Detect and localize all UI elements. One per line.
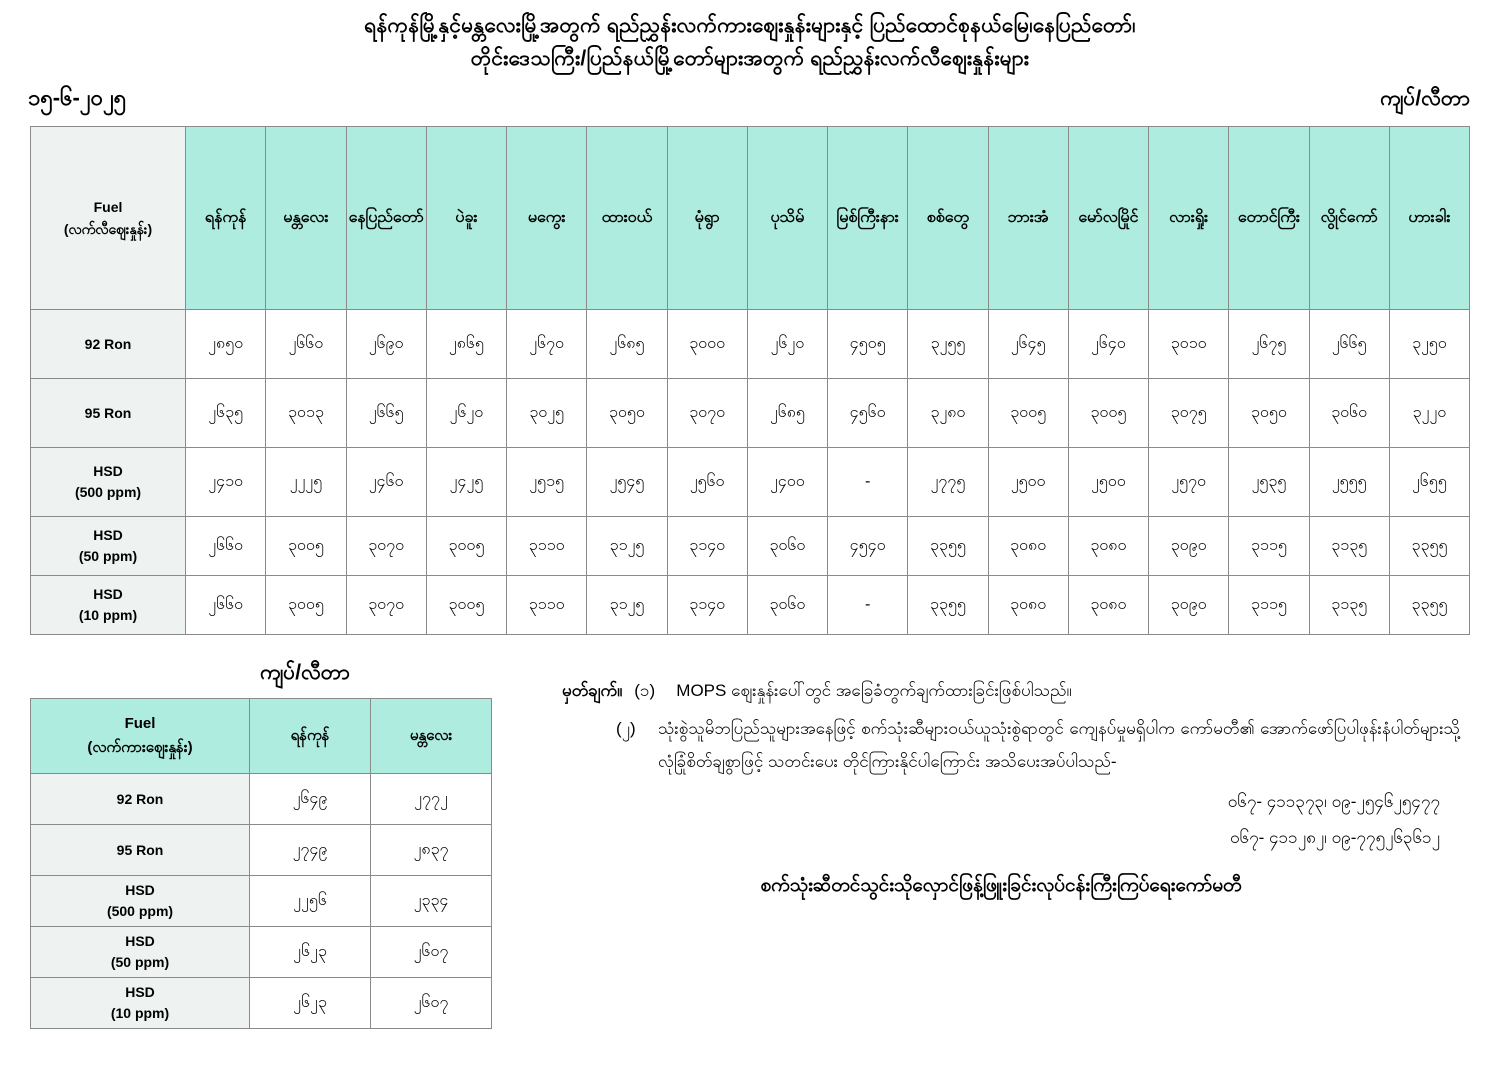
cell-3-15: ၃၃၅၅ <box>1389 517 1469 576</box>
cell-3-13: ၃၁၁၅ <box>1229 517 1309 576</box>
cell-1-5: ၃၀၅၀ <box>587 379 667 448</box>
table-row <box>31 448 1470 517</box>
cell-4-11: ၃၀၈၀ <box>1068 576 1148 635</box>
row-header-fuel-3 <box>31 517 186 576</box>
column-header-city-13: တောင်ကြီး <box>1229 127 1309 310</box>
cell-0-8: ၄၅၀၅ <box>828 310 908 379</box>
cell-4-14: ၃၁၃၅ <box>1309 576 1389 635</box>
cell-4-2: ၃၀၇၀ <box>346 576 426 635</box>
cell-2-3: ၂၄၂၅ <box>426 448 506 517</box>
cell-1-8: ၄၅၆၀ <box>828 379 908 448</box>
row-header-fuel-1 <box>31 379 186 448</box>
cell-1-3: ၂၆၂၀ <box>426 379 506 448</box>
row-label-0: 92 Ron <box>84 335 132 352</box>
table-header-row <box>31 699 492 774</box>
note-number-1: (၁) <box>634 681 656 701</box>
row-header-fuel-2 <box>31 448 186 517</box>
wholesale-section <box>0 653 520 1029</box>
announcement-date: ၁၅-၆-၂၀၂၅ <box>28 85 127 111</box>
cell-3-12: ၃၀၉၀ <box>1149 517 1229 576</box>
column-header-city-3: ပဲခူး <box>426 127 506 310</box>
wholesale-row-header-0 <box>31 774 250 825</box>
cell-0-1: ၂၆၆၀ <box>266 310 346 379</box>
note-item-2 <box>562 713 1460 778</box>
fuel-header-sublabel: (လက်လီဈေးနှုန်း) <box>63 221 153 238</box>
document-title <box>0 0 1500 75</box>
column-header-city-14: လွိုင်ကော် <box>1309 127 1389 310</box>
cell-0-7: ၂၆၂၀ <box>747 310 827 379</box>
cell-2-4: ၂၅၁၅ <box>507 448 587 517</box>
cell-4-10: ၃၀၈၀ <box>988 576 1068 635</box>
cell-3-7: ၃၀၆၀ <box>747 517 827 576</box>
cell-0-3: ၂၈၆၅ <box>426 310 506 379</box>
title-line-1: ရန်ကုန်မြို့နှင့်မန္တလေးမြို့အတွက် ရည်ညွှန်းလက်ကားဈေးနှုန်းများနှင့် ပြည်ထောင်စုနယ်မြေ၊နေပြည်တော်၊ <box>364 14 1136 37</box>
lower-section <box>0 653 1500 1029</box>
row-header-fuel-0 <box>31 310 186 379</box>
column-header-city-7: ပုသိမ် <box>747 127 827 310</box>
cell-1-10: ၃၀၀၅ <box>988 379 1068 448</box>
wholesale-row-label-1: 95 Ron <box>116 841 164 858</box>
cell-2-11: ၂၅၀၀ <box>1068 448 1148 517</box>
table-row <box>31 774 492 825</box>
cell-4-5: ၃၁၂၅ <box>587 576 667 635</box>
cell-4-4: ၃၁၁၀ <box>507 576 587 635</box>
wholesale-row-label-0: 92 Ron <box>116 790 164 807</box>
notes-label: မှတ်ချက်။ <box>562 681 623 701</box>
cell-3-6: ၃၁၄၀ <box>667 517 747 576</box>
cell-2-5: ၂၅၄၅ <box>587 448 667 517</box>
cell-1-11: ၃၀၀၅ <box>1068 379 1148 448</box>
retail-price-table-body <box>31 310 1470 635</box>
table-header-row <box>31 127 1470 310</box>
row-header-fuel-4 <box>31 576 186 635</box>
cell-1-0: ၂၆၃၅ <box>186 379 266 448</box>
cell-1-4: ၃၀၂၅ <box>507 379 587 448</box>
row-label-2: HSD <box>93 463 123 480</box>
cell-2-8: - <box>828 448 908 517</box>
cell-4-9: ၃၃၅၅ <box>908 576 988 635</box>
cell-4-1: ၃၀၀၅ <box>266 576 346 635</box>
cell-3-11: ၃၀၈၀ <box>1068 517 1148 576</box>
unit-label-small-table: ကျပ်/လီတာ <box>260 661 350 685</box>
row-label-1: 95 Ron <box>84 404 132 421</box>
column-header-city-1: မန္တလေး <box>266 127 346 310</box>
cell-1-9: ၃၂၈၀ <box>908 379 988 448</box>
cell-0-5: ၂၆၈၅ <box>587 310 667 379</box>
cell-2-15: ၂၆၅၅ <box>1389 448 1469 517</box>
cell-1-2: ၂၆၆၅ <box>346 379 426 448</box>
cell-0-11: ၂၆၄၀ <box>1068 310 1148 379</box>
cell-4-0: ၂၆၆၀ <box>186 576 266 635</box>
cell-0-6: ၃၀၀၀ <box>667 310 747 379</box>
cell-0-13: ၂၆၇၅ <box>1229 310 1309 379</box>
cell-4-15: ၃၃၅၅ <box>1389 576 1469 635</box>
note-text-2: သုံးစွဲသူမိဘပြည်သူများအနေဖြင့် စက်သုံးဆီများဝယ်ယူသုံးစွဲရာတွင် ကျေနပ်မှုမရှိပါက ကော်မတီ၏ အောက်ဖော်ပြပါဖုန်းနံပါတ်များသို့ လုံခြုံစိတ်ချစွာဖြင့် သတင်းပေး တိုင်ကြားနိုင်ပါကြောင်း အသိပေးအပ်ပါသည်- <box>658 719 1460 771</box>
meta-row <box>0 75 1500 116</box>
fuel-header-sublabel-2: (လက်ကားဈေးနှုန်း) <box>87 739 193 757</box>
cell-2-12: ၂၅၇၀ <box>1149 448 1229 517</box>
wholesale-row-label-3: HSD <box>125 933 155 950</box>
wholesale-cell-4-0: ၂၆၂၃ <box>250 978 371 1029</box>
issuing-committee-footer: စက်သုံးဆီတင်သွင်းသိုလှောင်ဖြန့်ဖြူးခြင်းလုပ်ငန်းကြီးကြပ်ရေးကော်မတီ <box>760 875 1242 897</box>
cell-2-2: ၂၄၆၀ <box>346 448 426 517</box>
cell-3-14: ၃၁၃၅ <box>1309 517 1389 576</box>
table-row <box>31 576 1470 635</box>
cell-2-13: ၂၅၃၅ <box>1229 448 1309 517</box>
row-label-3: HSD <box>93 527 123 544</box>
cell-3-8: ၄၅၄၀ <box>828 517 908 576</box>
retail-price-table-head <box>31 127 1470 310</box>
table-row <box>31 379 1470 448</box>
cell-1-12: ၃၀၇၅ <box>1149 379 1229 448</box>
wholesale-row-header-3 <box>31 927 250 978</box>
wholesale-row-label-4: HSD <box>125 984 155 1001</box>
cell-4-7: ၃၀၆၀ <box>747 576 827 635</box>
cell-0-14: ၂၆၆၅ <box>1309 310 1389 379</box>
wholesale-price-table-body <box>31 774 492 1029</box>
cell-0-2: ၂၆၉၀ <box>346 310 426 379</box>
wholesale-row-header-1 <box>31 825 250 876</box>
wholesale-cell-3-1: ၂၆၀၇ <box>371 927 492 978</box>
wholesale-row-header-4 <box>31 978 250 1029</box>
cell-3-3: ၃၀၀၅ <box>426 517 506 576</box>
wholesale-cell-1-0: ၂၇၄၉ <box>250 825 371 876</box>
cell-1-13: ၃၀၅၀ <box>1229 379 1309 448</box>
column-header-city-0: ရန်ကုန် <box>186 127 266 310</box>
cell-2-0: ၂၄၁၀ <box>186 448 266 517</box>
column-header-city-8: မြစ်ကြီးနား <box>828 127 908 310</box>
fuel-header-label-2: Fuel <box>124 715 156 733</box>
cell-3-2: ၃၀၇၀ <box>346 517 426 576</box>
wholesale-row-label-2: HSD <box>125 882 155 899</box>
cell-0-0: ၂၈၅၀ <box>186 310 266 379</box>
wholesale-cell-1-1: ၂၈၃၇ <box>371 825 492 876</box>
unit-label: ကျပ်/လီတာ <box>1380 87 1470 111</box>
cell-0-12: ၃၀၁၀ <box>1149 310 1229 379</box>
column-header-city-9: စစ်တွေ <box>908 127 988 310</box>
note-text-1: MOPS ဈေးနှုန်းပေါ်တွင် အခြေခံတွက်ချက်ထားခြင်းဖြစ်ပါသည်။ <box>676 681 1072 701</box>
wholesale-cell-0-0: ၂၆၄၉ <box>250 774 371 825</box>
wholesale-price-table <box>30 698 492 1029</box>
column-header-city-15: ဟားခါး <box>1389 127 1469 310</box>
wholesale-cell-2-1: ၂၃၃၄ <box>371 876 492 927</box>
table-row <box>31 310 1470 379</box>
column-header-fuel-wholesale <box>31 699 250 774</box>
column-header-city-5: ထားဝယ် <box>587 127 667 310</box>
cell-4-3: ၃၀၀၅ <box>426 576 506 635</box>
cell-4-13: ၃၁၁၅ <box>1229 576 1309 635</box>
cell-1-14: ၃၀၆၀ <box>1309 379 1389 448</box>
cell-2-6: ၂၅၆၀ <box>667 448 747 517</box>
contact-phone-line-1: ၀၆၇- ၄၁၁၃၇၃၊ ၀၉-၂၅၄၆၂၅၄၇၇ <box>1227 791 1440 811</box>
table-row <box>31 927 492 978</box>
cell-3-1: ၃၀၀၅ <box>266 517 346 576</box>
row-sublabel-2: (500 ppm) <box>74 484 142 501</box>
retail-price-table <box>30 126 1470 635</box>
table-row <box>31 825 492 876</box>
wholesale-row-sublabel-4: (10 ppm) <box>110 1005 170 1022</box>
cell-4-6: ၃၁၄၀ <box>667 576 747 635</box>
cell-1-1: ၃၀၁၃ <box>266 379 346 448</box>
table-row <box>31 517 1470 576</box>
cell-0-9: ၃၂၅၅ <box>908 310 988 379</box>
column-header-city-2: နေပြည်တော် <box>346 127 426 310</box>
column-header-city-11: မော်လမြိုင် <box>1068 127 1148 310</box>
row-sublabel-4: (10 ppm) <box>78 607 138 624</box>
wholesale-cell-4-1: ၂၆၀၇ <box>371 978 492 1029</box>
row-sublabel-3: (50 ppm) <box>78 548 138 565</box>
column-header-city-6: မုံရွာ <box>667 127 747 310</box>
cell-1-7: ၂၆၈၅ <box>747 379 827 448</box>
wholesale-row-sublabel-2: (500 ppm) <box>106 903 174 920</box>
column-header-fuel <box>31 127 186 310</box>
cell-3-0: ၂၆၆၀ <box>186 517 266 576</box>
cell-0-10: ၂၆၄၅ <box>988 310 1068 379</box>
cell-1-6: ၃၀၇၀ <box>667 379 747 448</box>
fuel-header-label: Fuel <box>93 198 123 215</box>
cell-1-15: ၃၂၂၀ <box>1389 379 1469 448</box>
cell-2-1: ၂၂၂၅ <box>266 448 346 517</box>
wholesale-price-table-head <box>31 699 492 774</box>
column-header-wholesale-city-0: ရန်ကုန် <box>250 699 371 774</box>
cell-3-5: ၃၁၂၅ <box>587 517 667 576</box>
cell-2-10: ၂၅၀၀ <box>988 448 1068 517</box>
cell-4-12: ၃၀၉၀ <box>1149 576 1229 635</box>
notes-section <box>520 653 1500 1029</box>
wholesale-row-sublabel-3: (50 ppm) <box>110 954 170 971</box>
cell-2-9: ၂၇၇၅ <box>908 448 988 517</box>
cell-0-15: ၃၂၅၀ <box>1389 310 1469 379</box>
note-number-2: (၂) <box>616 719 636 739</box>
cell-0-4: ၂၆၇၀ <box>507 310 587 379</box>
column-header-wholesale-city-1: မန္တလေး <box>371 699 492 774</box>
cell-3-10: ၃၀၈၀ <box>988 517 1068 576</box>
column-header-city-10: ဘားအံ <box>988 127 1068 310</box>
title-line-2: တိုင်းဒေသကြီး/ပြည်နယ်မြို့တော်များအတွက် ရည်ညွှန်းလက်လီဈေးနှုန်းများ <box>470 46 1030 70</box>
table-row <box>31 978 492 1029</box>
wholesale-cell-0-1: ၂၇၇၂ <box>371 774 492 825</box>
column-header-city-4: မကွေး <box>507 127 587 310</box>
contact-phone-line-2: ၀၆၇- ၄၁၁၂၈၂၊ ၀၉-၇၇၅၂၆၃၆၁၂ <box>1229 827 1440 847</box>
cell-4-8: - <box>828 576 908 635</box>
wholesale-cell-2-0: ၂၂၅၆ <box>250 876 371 927</box>
cell-3-4: ၃၁၁၀ <box>507 517 587 576</box>
wholesale-row-header-2 <box>31 876 250 927</box>
cell-3-9: ၃၃၅၅ <box>908 517 988 576</box>
note-item-1 <box>562 675 1460 707</box>
row-label-4: HSD <box>93 586 123 603</box>
cell-2-14: ၂၅၅၅ <box>1309 448 1389 517</box>
column-header-city-12: လားရှိုး <box>1149 127 1229 310</box>
cell-2-7: ၂၄၀၀ <box>747 448 827 517</box>
wholesale-cell-3-0: ၂၆၂၃ <box>250 927 371 978</box>
table-row <box>31 876 492 927</box>
